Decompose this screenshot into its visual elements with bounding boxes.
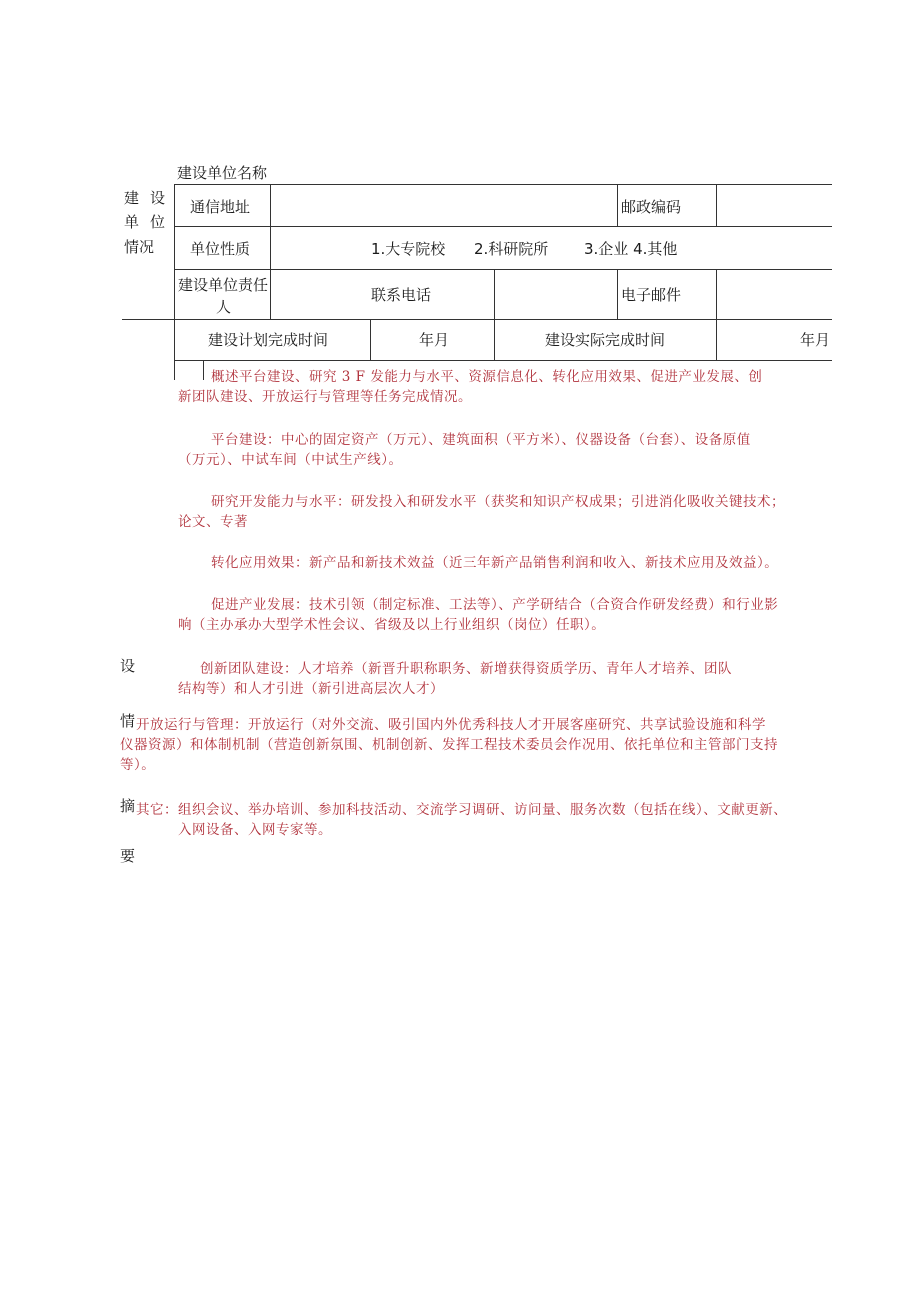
nature-option-2[interactable]: 2.科研院所 [474,240,549,258]
summary-open-line-1: 开放运行与管理：开放运行（对外交流、吸引国内外优秀科技人才开展客座研究、共享试验设施和科学 [136,717,766,733]
nature-label: 单位性质 [190,240,251,258]
summary-research-line-1: 研究开发能力与水平：研发投入和研发水平（获奖和知识产权成果；引进消化吸收关键技术； [211,494,785,510]
row-line-1 [174,184,832,185]
col-line-2b [370,319,371,360]
col-line-2a [270,184,271,319]
nature-option-1[interactable]: 1.大专院校 [371,240,446,258]
postal-field[interactable] [718,186,830,224]
summary-team-line-2: 结构等）和人才引进（新引进高层次人才） [178,681,444,697]
summary-intro-line-2: 新团队建设、开放运行与管理等任务完成情况。 [178,389,472,405]
col-line-4b [617,269,618,319]
postal-label: 邮政编码 [621,198,682,216]
summary-platform-line-1: 平台建设：中心的固定资产（万元）、建筑面积（平方米）、仪器设备（台套）、设备原值 [211,432,751,448]
col-line-stub [203,360,204,380]
summary-open-line-2: 仪器资源）和体制机制（营造创新氛围、机制创新、发挥工程技术委员会作况用、依托单位和主管部门支持 [120,737,778,753]
row-line-3 [174,269,832,270]
address-field[interactable] [272,186,615,224]
row-line-4 [122,319,832,320]
email-field[interactable] [718,271,830,317]
responsible-label-line-1: 建设单位责任 [178,276,269,294]
planned-time-label: 建设计划完成时间 [208,331,329,349]
phone-field[interactable] [496,271,615,317]
responsible-label-line-2: 人 [216,298,232,316]
summary-industry-line-1: 促进产业发展：技术引领（制定标准、工法等）、产学研结合（合资合作研发经费）和行业影 [211,597,779,613]
unit-name-label: 建设单位名称 [177,164,268,182]
side-char-2: 情 [120,712,136,730]
section-label-line-1: 建 设 [124,189,166,207]
actual-time-value[interactable]: 年月 [800,331,831,349]
planned-time-value[interactable]: 年月 [419,331,450,349]
summary-intro-line-1: 概述平台建设、研究 3 F 发能力与水平、资源信息化、转化应用效果、促进产业发展、创 [211,369,763,385]
col-line-3 [494,269,495,360]
summary-research-line-2: 论文、专著 [178,514,248,530]
col-line-left [174,184,175,380]
summary-other-line-1: 其它：组织会议、举办培训、参加科技活动、交流学习调研、访问量、服务次数（包括在线）、文献更新、 [136,802,788,818]
summary-other-line-2: 入网设备、入网专家等。 [178,822,332,838]
row-line-2 [174,226,832,227]
col-line-5a [716,184,717,226]
email-label: 电子邮件 [621,286,682,304]
address-label: 通信地址 [190,198,251,216]
section-label-line-3: 情况 [124,238,155,256]
summary-team-line-1: 创新团队建设：人才培养（新晋升职称职务、新增获得资质学历、青年人才培养、团队 [200,661,732,677]
side-char-3: 摘 [120,797,136,815]
section-label-line-2: 单 位 [124,213,166,231]
col-line-5b [716,269,717,360]
side-char-1: 设 [120,657,136,675]
responsible-field[interactable] [272,271,368,317]
side-char-4: 要 [120,847,136,865]
summary-open-line-3: 等）。 [120,757,156,773]
summary-industry-line-2: 响（主办承办大型学术性会议、省级及以上行业组织（岗位）任职）。 [178,617,606,633]
summary-conversion-line-1: 转化应用效果：新产品和新技术效益（近三年新产品销售利润和收入、新技术应用及效益）。 [211,555,779,571]
row-line-5 [174,360,832,361]
actual-time-label: 建设实际完成时间 [545,331,666,349]
col-line-4a [617,184,618,226]
phone-label: 联系电话 [371,286,432,304]
nature-option-3[interactable]: 3.企业 4.其他 [584,240,678,258]
summary-platform-line-2: （万元）、中试车间（中试生产线）。 [178,452,403,468]
